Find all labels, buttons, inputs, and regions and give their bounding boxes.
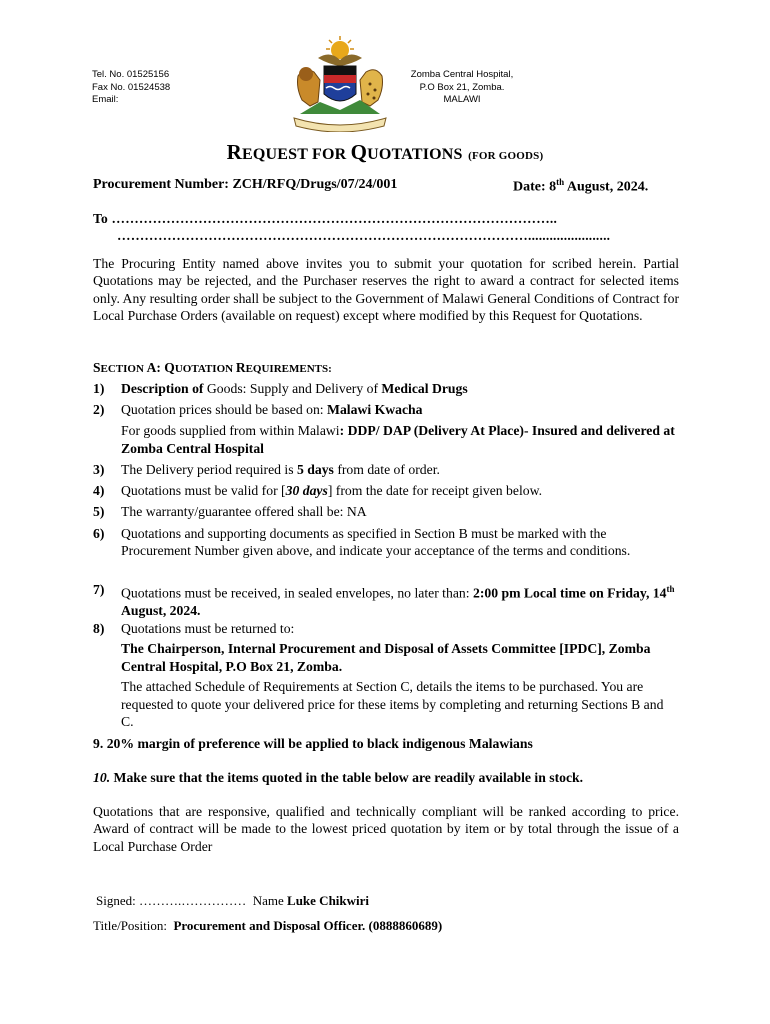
requirement-item-5: 5) The warranty/guarantee offered shall be: NA — [93, 504, 367, 519]
requirement-item-8: 8) Quotations must be returned to: The Chairperson, Internal Procurement and Disposal of Assets Committee [IPDC], Zomba Central Hospital, P.O Box 21, Zomba. The attached Schedule of Requirements at Section C, details the items to be purchased. You are requested to quote your delivered price for these items by completing and returning Sections B and C. — [93, 621, 664, 730]
requirement-item-3: 3) The Delivery period required is 5 days from date of order. — [93, 462, 440, 477]
hospital-country: MALAWI — [443, 94, 481, 105]
intro-paragraph: The Procuring Entity named above invites you to submit your quotation for scribed herein. Partial Quotations may be rejected, and the Purchaser reserves the right to award a contract for selected items only. Any resulting order shall be subject to the Government of Malawi General Conditions of Contract for Local Purchase Orders (available on request) except where modified by this Request for Quotations. — [93, 256, 679, 324]
requirement-item-6: 6) Quotations and supporting documents as specified in Section B must be marked with the Procurement Number given above, and indicate your acceptance of the terms and conditions. — [93, 526, 631, 559]
document-title: REQUEST FOR QUOTATIONS (FOR GOODS) — [226, 140, 544, 164]
requirement-item-1: 1) Description of Goods: Supply and Delivery of Medical Drugs — [93, 381, 468, 396]
requirement-item-2: 2) Quotation prices should be based on: Malawi Kwacha For goods supplied from within Malawi: DDP/ DAP (Delivery At Place)- Insured and delivered at Zomba Central Hospital — [93, 402, 675, 456]
hospital-name: Zomba Central Hospital, — [410, 69, 514, 80]
signature-line: Signed: ……….…………… Name Luke Chikwiri — [96, 893, 370, 908]
requirement-item-9: 9. 20% margin of preference will be applied to black indigenous Malawians — [93, 736, 533, 751]
addressee-line-1: To …………………………………………………………………………………….. — [93, 211, 558, 226]
header-contact-left — [92, 69, 170, 107]
requirement-item-10: 10. Make sure that the items quoted in the table below are readily available in stock. — [93, 770, 584, 785]
requirement-item-4: 4) Quotations must be valid for [30 days] from the date for receipt given below. — [93, 483, 543, 498]
header-address-right — [398, 69, 526, 107]
email-label: Email: — [92, 94, 119, 105]
procurement-number: Procurement Number: ZCH/RFQ/Drugs/07/24/001 — [93, 177, 398, 192]
closing-paragraph: Quotations that are responsive, qualified and technically compliant will be ranked according to price. Award of contract will be made to the lowest priced quotation by item or by total through the issue of a Local Purchase Order — [93, 804, 679, 854]
addressee-line-2: ………………………………………………………………………………....................... — [117, 228, 611, 243]
title-position: Title/Position: Procurement and Disposal Officer. (0888860689) — [93, 918, 443, 933]
tel-number: Tel. No. 01525156 — [92, 69, 170, 80]
hospital-po-box: P.O Box 21, Zomba. — [419, 81, 505, 93]
section-a-heading: SECTION A: QUOTATION REQUIREMENTS: — [93, 360, 332, 375]
document-date: Date: 8th August, 2024. — [513, 177, 649, 195]
fax-number: Fax No. 01524538 — [92, 81, 171, 93]
requirement-item-7: 7) Quotations must be received, in sealed envelopes, no later than: 2:00 pm Local time on Friday, 14th August, 2024. — [93, 582, 675, 618]
coat-of-arms-icon — [280, 36, 400, 132]
